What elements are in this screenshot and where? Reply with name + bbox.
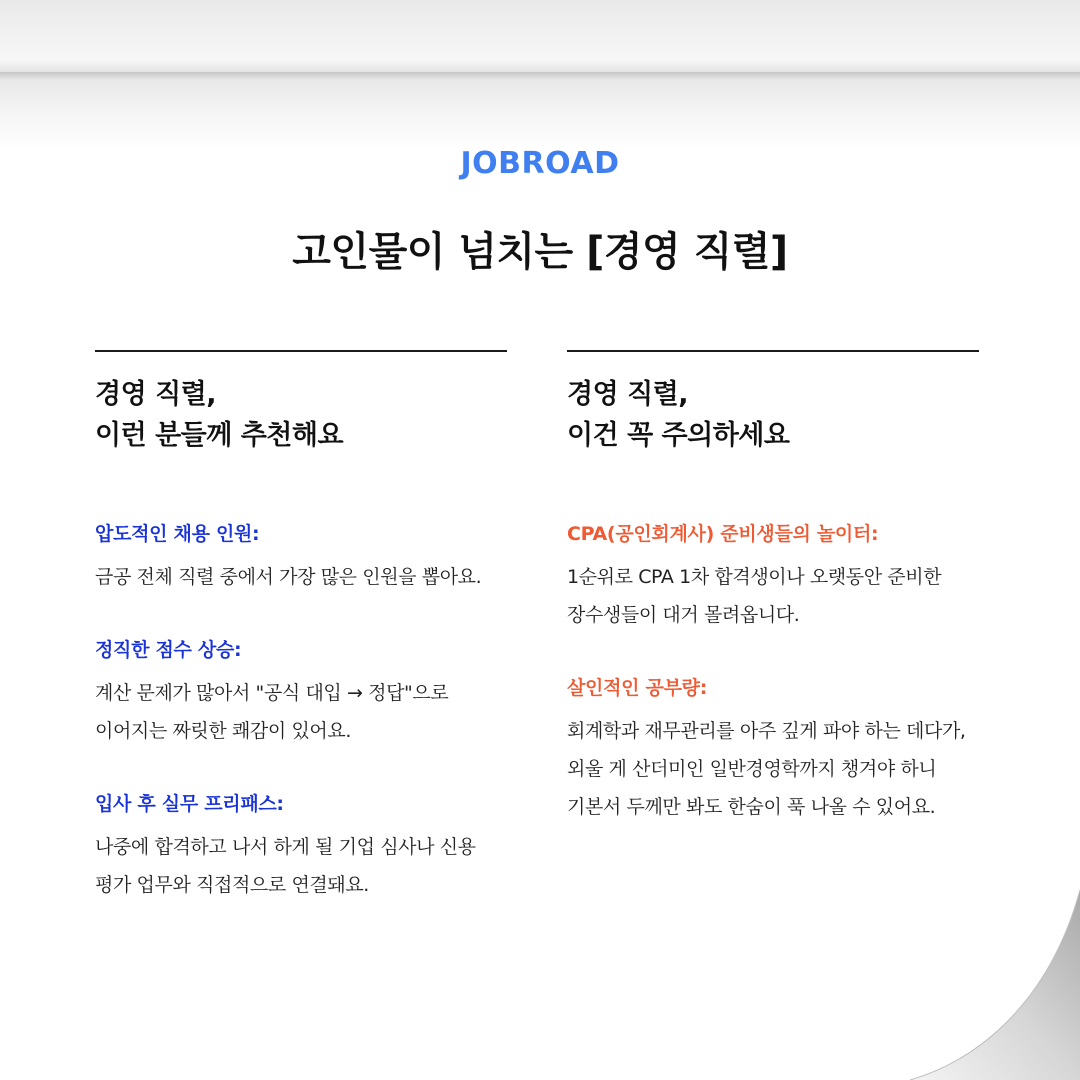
item-title: 입사 후 실무 프리패스: [95, 793, 284, 815]
column-heading [567, 374, 979, 456]
recommend-list [95, 520, 507, 904]
column-heading-line: 경영 직렬, [95, 379, 216, 410]
list-item [95, 790, 507, 904]
column-divider [567, 350, 979, 352]
caution-column [567, 350, 979, 866]
top-paper-band [0, 0, 1080, 150]
column-divider [95, 350, 507, 352]
list-item [567, 674, 979, 826]
column-heading-line: 이건 꼭 주의하세요 [567, 420, 790, 451]
column-heading-line: 경영 직렬, [567, 379, 688, 410]
page-curl [910, 890, 1080, 1080]
item-title: 정직한 점수 상승: [95, 639, 242, 661]
item-body: 1순위로 CPA 1차 합격생이나 오랫동안 준비한 장수생들이 대거 몰려옵니다. [567, 566, 942, 626]
list-item [567, 520, 979, 634]
item-body: 회계학과 재무관리를 아주 깊게 파야 하는 데다가, 외울 게 산더미인 일반경영학까지 챙겨야 하니 기본서 두께만 봐도 한숨이 푹 나올 수 있어요. [567, 720, 966, 818]
list-item [95, 636, 507, 750]
item-body: 금공 전체 직렬 중에서 가장 많은 인원을 뽑아요. [95, 566, 482, 588]
recommend-column [95, 350, 507, 944]
item-title: CPA(공인회계사) 준비생들의 놀이터: [567, 523, 879, 545]
page-title: 고인물이 넘치는 [경영 직렬] [292, 229, 788, 275]
column-heading [95, 374, 507, 456]
brand-logo-text: JOBROAD [460, 146, 620, 181]
item-body: 계산 문제가 많아서 "공식 대입 → 정답"으로 이어지는 짜릿한 쾌감이 있어요. [95, 682, 449, 742]
column-heading-line: 이런 분들께 추천해요 [95, 420, 344, 451]
list-item [95, 520, 507, 596]
item-body: 나중에 합격하고 나서 하게 될 기업 심사나 신용 평가 업무와 직접적으로 연결돼요. [95, 836, 476, 896]
item-title: 살인적인 공부량: [567, 677, 707, 699]
caution-list [567, 520, 979, 826]
top-fold-line [0, 72, 1080, 74]
item-title: 압도적인 채용 인원: [95, 523, 260, 545]
